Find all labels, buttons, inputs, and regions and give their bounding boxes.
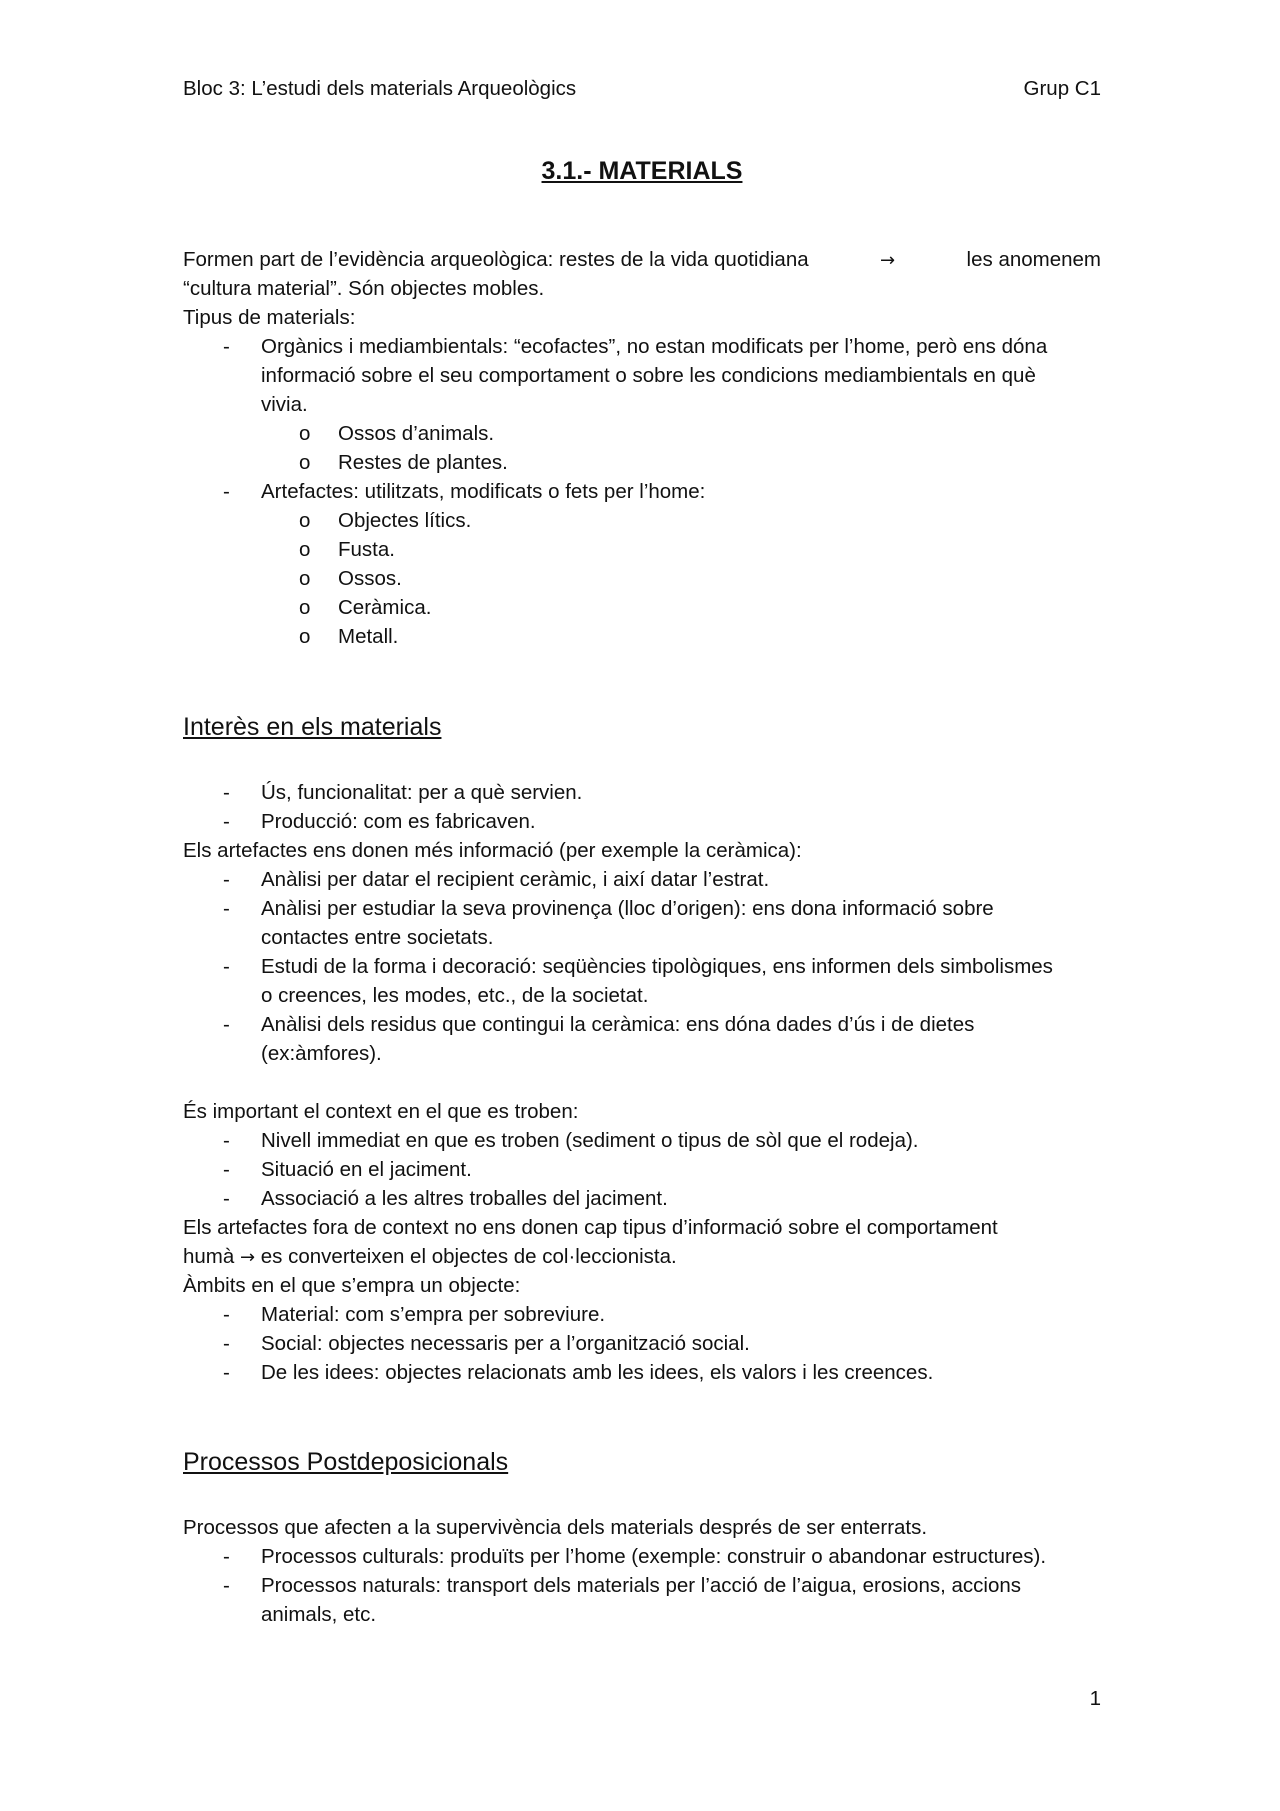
dash-bullet: -	[223, 1158, 230, 1181]
arrow-icon: →	[239, 1247, 256, 1268]
dash-bullet: -	[223, 955, 230, 978]
dash-bullet: -	[223, 781, 230, 804]
running-header	[183, 77, 1101, 103]
list-item	[261, 952, 1101, 981]
intro-text: les anomenem	[966, 248, 1102, 271]
section-heading-interes: Interès en els materials	[183, 713, 442, 741]
list-item: De les idees: objectes relacionats amb les idees, els valors i les creences.	[261, 1361, 934, 1384]
header-course-title: Bloc 3: L’estudi dels materials Arqueològics	[183, 77, 577, 100]
dash-bullet: -	[223, 1361, 230, 1384]
section-heading-postdeposicionals: Processos Postdeposicionals	[183, 1448, 509, 1476]
postdep-intro: Processos que afecten a la supervivència dels materials després de ser enterrats.	[183, 1516, 928, 1539]
list-item-continuation: contactes entre societats.	[261, 926, 494, 949]
list-item: Associació a les altres troballes del jaciment.	[261, 1187, 668, 1210]
dash-bullet: -	[223, 335, 230, 358]
list-item-text: Estudi de la forma i decoració: seqüències tipològiques, ens informen dels simbolismes	[261, 955, 1053, 978]
out-of-context-line-1	[183, 1213, 1101, 1242]
dash-bullet: -	[223, 1574, 230, 1597]
list-item-text: Anàlisi dels residus que contingui la ceràmica: ens dóna dades d’ús i de dietes	[261, 1013, 975, 1036]
dash-bullet: -	[223, 810, 230, 833]
list-item-text: Anàlisi per estudiar la seva provinença (lloc d’origen): ens dona informació sobre	[261, 897, 994, 920]
list-item: Metall.	[338, 625, 399, 648]
list-item	[261, 894, 1101, 923]
circle-bullet: o	[299, 509, 311, 532]
dash-bullet: -	[223, 1013, 230, 1036]
context-intro: És important el context en el que es troben:	[183, 1100, 579, 1123]
list-item: Material: com s’empra per sobreviure.	[261, 1303, 606, 1326]
list-item: Ús, funcionalitat: per a què servien.	[261, 781, 583, 804]
list-item: Objectes lítics.	[338, 509, 472, 532]
list-item: Situació en el jaciment.	[261, 1158, 472, 1181]
organic-line-1	[261, 332, 1101, 361]
list-item-continuation: animals, etc.	[261, 1603, 377, 1626]
list-item: Ceràmica.	[338, 596, 432, 619]
circle-bullet: o	[299, 422, 311, 445]
list-item: Restes de plantes.	[338, 451, 508, 474]
intro-line-2: “cultura material”. Són objectes mobles.	[183, 277, 545, 300]
artefacts-line: Artefactes: utilitzats, modificats o fets per l’home:	[261, 480, 706, 503]
organic-line-2	[261, 361, 1101, 390]
dash-bullet: -	[223, 897, 230, 920]
dash-bullet: -	[223, 1187, 230, 1210]
dash-bullet: -	[223, 1129, 230, 1152]
list-item: Nivell immediat en que es troben (sediment o tipus de sòl que el rodeja).	[261, 1129, 919, 1152]
types-label: Tipus de materials:	[183, 306, 356, 329]
artefacts-intro: Els artefactes ens donen més informació (per exemple la ceràmica):	[183, 839, 802, 862]
page-title: 3.1.- MATERIALS	[541, 157, 743, 185]
paragraph-text: Els artefactes fora de context no ens donen cap tipus d’informació sobre el comportament	[183, 1216, 998, 1239]
paragraph-text: es converteixen el objectes de col·leccionista.	[260, 1245, 677, 1268]
circle-bullet: o	[299, 451, 311, 474]
paragraph-text: humà	[183, 1245, 235, 1268]
list-item: Processos culturals: produïts per l’home (exemple: construir o abandonar estructures).	[261, 1545, 1047, 1568]
list-item	[261, 1571, 1101, 1600]
intro-text: Formen part de l’evidència arqueològica: restes de la vida quotidiana	[183, 248, 809, 271]
circle-bullet: o	[299, 596, 311, 619]
ambits-intro: Àmbits en el que s’empra un objecte:	[183, 1274, 521, 1297]
organic-text: Orgànics i mediambientals: “ecofactes”, no estan modificats per l’home, però ens dóna	[261, 335, 1048, 358]
dash-bullet: -	[223, 1332, 230, 1355]
dash-bullet: -	[223, 868, 230, 891]
circle-bullet: o	[299, 538, 311, 561]
circle-bullet: o	[299, 625, 311, 648]
list-item: Ossos.	[338, 567, 402, 590]
list-item-continuation: (ex:àmfores).	[261, 1042, 382, 1065]
arrow-icon: →	[880, 250, 896, 271]
circle-bullet: o	[299, 567, 311, 590]
list-item-continuation: o creences, les modes, etc., de la societat.	[261, 984, 649, 1007]
dash-bullet: -	[223, 1545, 230, 1568]
list-item	[261, 1010, 1101, 1039]
list-item: Fusta.	[338, 538, 395, 561]
out-of-context-line-2	[183, 1242, 677, 1271]
list-item: Ossos d’animals.	[338, 422, 495, 445]
page-number: 1	[1089, 1687, 1101, 1710]
dash-bullet: -	[223, 480, 230, 503]
organic-text: informació sobre el seu comportament o sobre les condicions mediambientals en què	[261, 364, 1036, 387]
organic-line-3: vivia.	[261, 393, 308, 416]
list-item: Anàlisi per datar el recipient ceràmic, i així datar l’estrat.	[261, 868, 770, 891]
header-group: Grup C1	[1023, 77, 1101, 100]
list-item: Producció: com es fabricaven.	[261, 810, 536, 833]
list-item-text: Processos naturals: transport dels materials per l’acció de l’aigua, erosions, accions	[261, 1574, 1022, 1597]
list-item: Social: objectes necessaris per a l’organització social.	[261, 1332, 750, 1355]
intro-line-1	[183, 245, 1101, 274]
dash-bullet: -	[223, 1303, 230, 1326]
